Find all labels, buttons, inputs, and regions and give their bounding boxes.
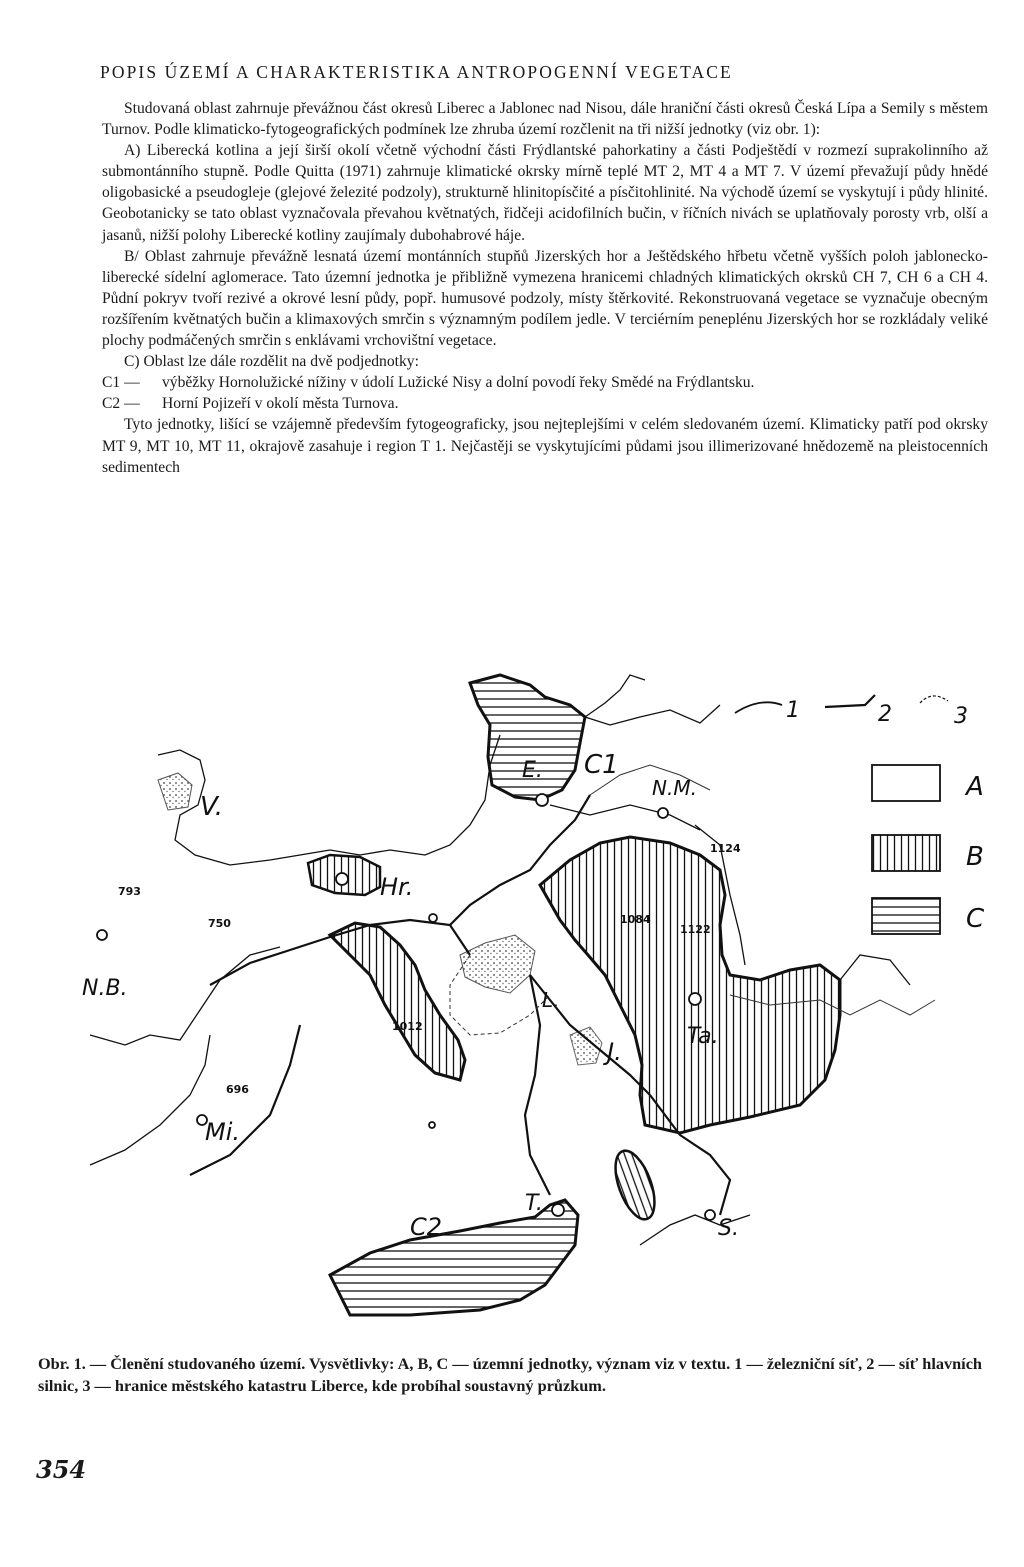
subunit-c2-text: Horní Pojizeří v okolí města Turnova.	[162, 395, 399, 413]
legend-unit-c: C	[966, 904, 985, 934]
label-v: V.	[200, 792, 224, 822]
map-legend	[735, 695, 985, 934]
label-hr: Hr.	[380, 873, 414, 901]
label-c1: C1	[584, 750, 619, 780]
paragraph-unit-b: B/ Oblast zahrnuje převážně lesnatá území montánních stupňů Jizerských hor a Ještědského hřbetu včetně vyšších poloh jablonecko-liberecké sídelní aglomerace. Tato územní jednotka je přibližně vymezena hranicemi chladných klimatických okrsků CH 7, CH 6 a CH 4. Půdní pokryv tvoří rezivé a okrové lesní půdy, popř. humusové podzoly, místy štěrkovité. Rekonstruovaná vegetace se vyznačuje obecným rozšířením květnatých bučin a klimaxových smrčin s významným podílem jedle. V terciérním peneplénu Jizerských hor se rozkládaly veliké plochy podmáčených smrčin s enklávami vrchovištní vegetace.	[102, 247, 988, 350]
legend-unit-b: B	[966, 842, 984, 872]
vratislavice-area	[570, 1027, 602, 1065]
subunit-c2	[102, 393, 988, 414]
subunit-c1	[102, 372, 988, 393]
label-j: J.	[607, 1038, 622, 1066]
elevation-1084: 1084	[620, 913, 651, 926]
legend-line-3: 3	[954, 704, 968, 729]
subunit-c1-text: výběžky Hornolužické nížiny v údolí Lužické Nisy a dolní povodí řeky Smědé na Frýdlantsku.	[162, 374, 755, 392]
page-number: 354	[36, 1455, 87, 1484]
elevation-696: 696	[226, 1083, 249, 1096]
caption-label: Obr. 1.	[38, 1354, 86, 1373]
legend-unit-a: A	[966, 772, 984, 802]
running-head: POPIS ÚZEMÍ A CHARAKTERISTIKA ANTROPOGENNÍ VEGETACE	[100, 62, 733, 82]
label-nm: N.M.	[652, 776, 697, 800]
paragraph-unit-c: C) Oblast lze dále rozdělit na dvě podjednotky:	[124, 353, 419, 371]
label-l: L.	[542, 988, 560, 1012]
body-text	[102, 98, 988, 478]
liberec-city	[460, 935, 535, 993]
region-b-jested	[330, 923, 465, 1080]
label-s: S.	[718, 1216, 739, 1241]
region-b-small	[608, 1146, 663, 1225]
figure-caption	[38, 1353, 982, 1397]
paragraph-unit-a: A) Liberecká kotlina a její širší okolí včetně východní části Frýdlantské pahorkatiny a části Podještědí v rozmezí suprakolinního až submontánního stupně. Podle Quitta (1971) zahrnuje klimatické okrsky mírně teplé MT 2, MT 4 a MT 7. V území převažují půdy hnědé oligobasické a pseudogleje (glejové železité podzoly), strukturně hlinitopísčité a písčitohlinité. Na východě území se vyskytují i půdy hlinité. Geobotanicky se tato oblast vyznačovala převahou květnatých, řidčeji acidofilních bučin, v říčních nivách se uplatňovaly porosty vrb, olší a jasanů, nižší polohy Liberecké kotliny zaujímaly dubohabrové háje.	[102, 142, 988, 244]
elevation-750: 750	[208, 917, 231, 930]
v-town	[158, 773, 192, 810]
elevation-1122: 1122	[680, 923, 711, 936]
region-c2	[330, 1200, 578, 1315]
paragraph-last: Tyto jednotky, lišící se vzájemně především fytogeograficky, jsou nejteplejšími v celém sledovaném území. Klimaticky patří pod okrsky MT 9, MT 10, MT 11, okrajově zasahuje i region T 1. Nejčastěji se vyskytujícími půdami jsou illimerizované hnědozemě na pleistocenních sedimentech	[102, 416, 988, 476]
figure-map	[30, 655, 1005, 1320]
subunit-c2-code: C2 —	[102, 395, 140, 413]
elevation-1124: 1124	[710, 842, 741, 855]
legend-line-2: 2	[878, 702, 892, 727]
paragraph-intro: Studovaná oblast zahrnuje převážnou část okresů Liberec a Jablonec nad Nisou, dále hraniční části okresů Česká Lípa a Semily s městem Turnov. Podle klimaticko-fytogeografických podmínek lze zhruba území rozčlenit na tři nižší jednotky (viz obr. 1):	[102, 100, 988, 139]
caption-text: — Členění studovaného území. Vysvětlivky: A, B, C — územní jednotky, význam viz v textu. 1 — železniční síť, 2 — síť hlavních silnic, 3 — hranice městského katastru Liberce, kde probíhal soustavný průzkum.	[38, 1354, 982, 1395]
label-c2: C2	[410, 1213, 443, 1241]
label-ta: Ta.	[687, 1024, 719, 1049]
label-e: E.	[522, 758, 543, 783]
region-b-east	[540, 837, 840, 1133]
elevation-1012: 1012	[392, 1020, 423, 1033]
label-t: T.	[525, 1191, 543, 1216]
elevation-793: 793	[118, 885, 141, 898]
label-mi: Mi.	[205, 1118, 241, 1146]
map-svg	[30, 655, 1005, 1320]
subunit-c1-code: C1 —	[102, 374, 140, 392]
label-nb: N.B.	[82, 976, 128, 1001]
legend-line-1: 1	[786, 698, 800, 723]
